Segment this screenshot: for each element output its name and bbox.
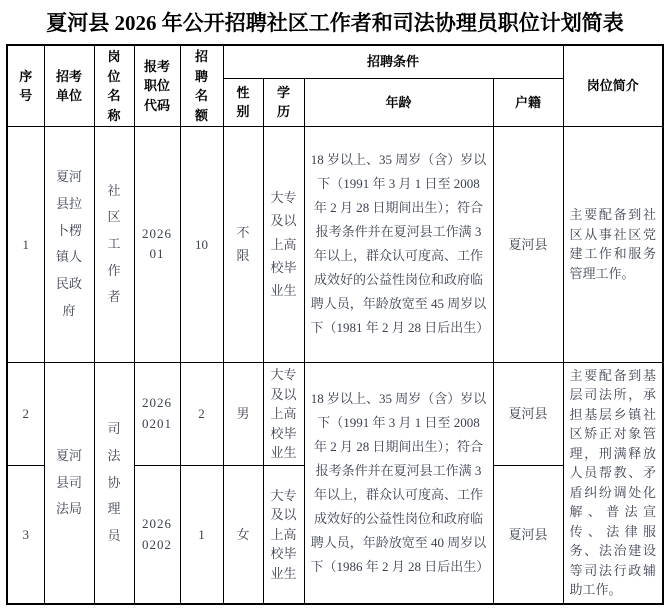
cell-hukou: 夏河县	[493, 126, 563, 362]
table-row	[7, 126, 663, 362]
cell-quota: 10	[180, 126, 223, 362]
col-header-seq: 序号	[7, 45, 44, 126]
cell-hukou: 夏河县	[493, 362, 563, 466]
cell-education: 大专及以上高校毕业生	[263, 362, 304, 466]
cell-code: 20260202	[134, 466, 180, 604]
col-header-conditions: 招聘条件	[223, 45, 563, 78]
cell-position: 司法协理员	[94, 362, 134, 604]
col-header-unit: 招考单位	[44, 45, 94, 126]
cell-gender: 不限	[223, 126, 263, 362]
col-header-education: 学历	[263, 78, 304, 126]
cell-education: 大专及以上高校毕业生	[263, 126, 304, 362]
recruitment-table	[6, 44, 664, 605]
col-header-hukou: 户籍	[493, 78, 563, 126]
table-row	[7, 362, 663, 466]
cell-unit: 夏河县拉卜楞镇人民政府	[44, 126, 94, 362]
col-header-intro: 岗位简介	[563, 45, 663, 126]
col-header-quota: 招聘名额	[180, 45, 223, 126]
cell-unit: 夏河县司法局	[44, 362, 94, 604]
col-header-age: 年龄	[304, 78, 493, 126]
col-header-gender: 性别	[223, 78, 263, 126]
cell-intro: 主要配备到社区从事社区党建工作和服务管理工作。	[563, 126, 663, 362]
cell-code: 20260201	[134, 362, 180, 466]
cell-code: 202601	[134, 126, 180, 362]
cell-quota: 1	[180, 466, 223, 604]
cell-gender: 男	[223, 362, 263, 466]
cell-education: 大专及以上高校毕业生	[263, 466, 304, 604]
cell-seq: 1	[7, 126, 44, 362]
table-header	[7, 45, 663, 126]
cell-seq: 3	[7, 466, 44, 604]
cell-intro: 主要配备到基层司法所，承担基层乡镇社区矫正对象管理，刑满释放人员帮教、矛盾纠纷调处化解、普法宣传、法律服务、法治建设等司法行政辅助工作。	[563, 362, 663, 604]
cell-gender: 女	[223, 466, 263, 604]
cell-seq: 2	[7, 362, 44, 466]
cell-age: 18 岁以上、35 周岁（含）岁以下（1991 年 3 月 1 日至 2008 年 2 月 28 日期间出生）；符合报考条件并在夏河县工作满 3 年以上，群众认可度高、工作成效好的公益性岗位和政府临聘人员，年龄放宽至 45 周岁以下（1981 年 2 月 28 日后出生）	[304, 126, 493, 362]
cell-hukou: 夏河县	[493, 466, 563, 604]
cell-quota: 2	[180, 362, 223, 466]
col-header-code: 报考职位代码	[134, 45, 180, 126]
cell-position: 社区工作者	[94, 126, 134, 362]
cell-age: 18 岁以上、35 周岁（含）岁以下（1991 年 3 月 1 日至 2008 年 2 月 28 日期间出生）；符合报考条件并在夏河县工作满 3 年以上，群众认可度高、工作成效好的公益性岗位和政府临聘人员，年龄放宽至 40 周岁以下（1986 年 2 月 28 日后出生）	[304, 362, 493, 604]
header-row-1	[7, 45, 663, 78]
col-header-position: 岗位名称	[94, 45, 134, 126]
page-title: 夏河县 2026 年公开招聘社区工作者和司法协理员职位计划简表	[46, 11, 624, 35]
